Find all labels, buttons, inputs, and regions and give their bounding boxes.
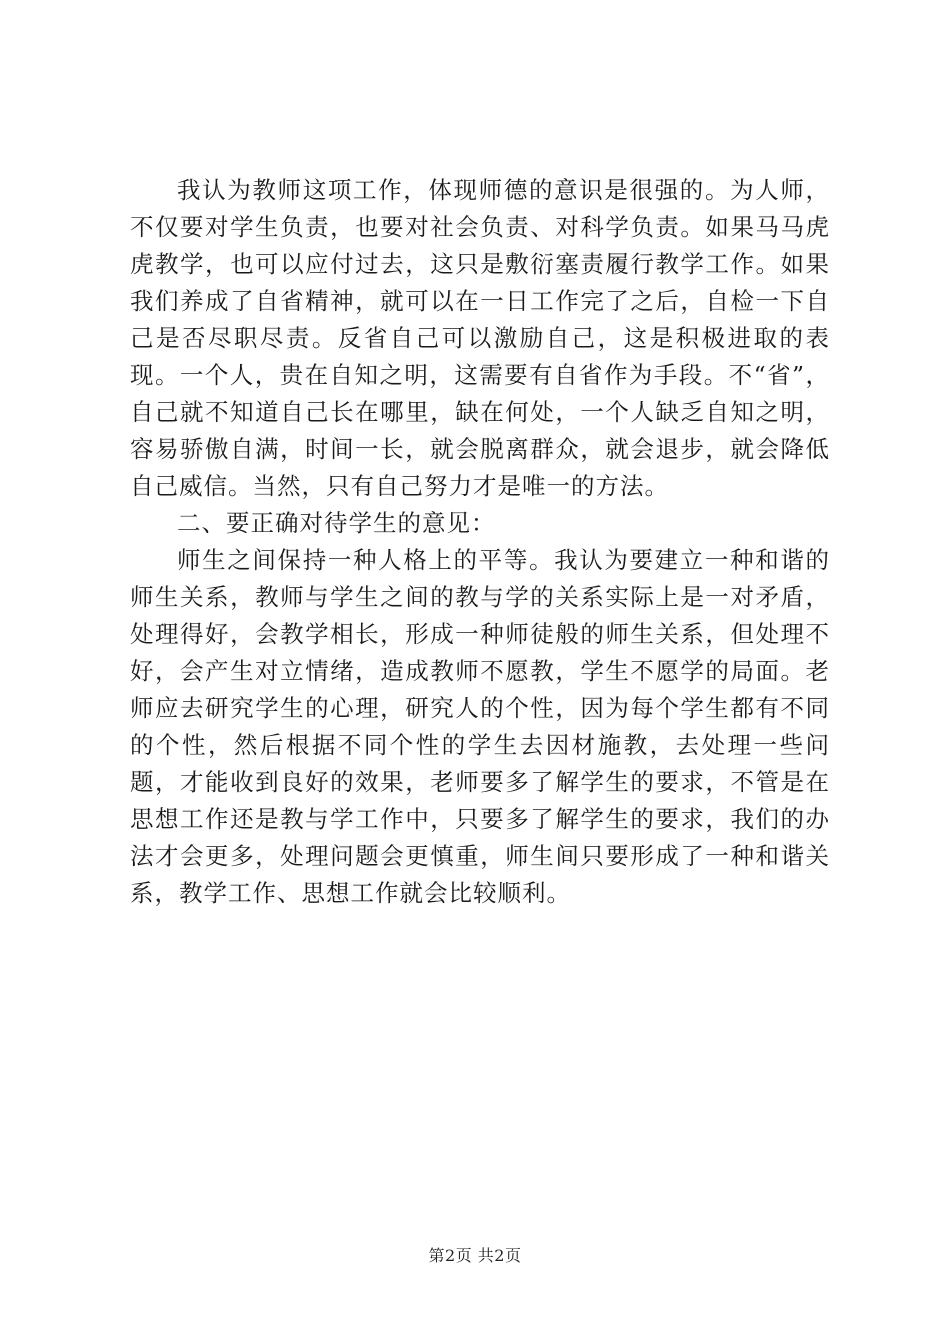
page-number-footer: 第2页 共2页	[428, 1246, 522, 1265]
document-body	[130, 172, 830, 912]
section-heading-student-opinions: 二、要正确对待学生的意见：	[177, 509, 496, 537]
paragraph-teacher-student-relations: 师生之间保持一种人格上的平等。我认为要建立一种和谐的师生关系，教师与学生之间的教与学的关系实际上是一对矛盾，处理得好，会教学相长，形成一种师徒般的师生关系，但处理不好，会产生对立情绪，造成教师不愿教，学生不愿学的局面。老师应去研究学生的心理，研究人的个性，因为每个学生都有不同的个性，然后根据不同个性的学生去因材施教，去处理一些问题，才能收到良好的效果，老师要多了解学生的要求，不管是在思想工作还是教与学工作中，只要多了解学生的要求，我们的办法才会更多，处理问题会更慎重，师生间只要形成了一种和谐关系，教学工作、思想工作就会比较顺利。	[130, 546, 830, 907]
paragraph-self-reflection: 我认为教师这项工作，体现师德的意识是很强的。为人师，不仅要对学生负责，也要对社会负责、对科学负责。如果马马虎虎教学，也可以应付过去，这只是敷衍塞责履行教学工作。如果我们养成了自省精神，就可以在一日工作完了之后，自检一下自己是否尽职尽责。反省自己可以激励自己，这是积极进取的表现。一个人，贵在自知之明，这需要有自省作为手段。不“省”，自己就不知道自己长在哪里，缺在何处，一个人缺乏自知之明，容易骄傲自满，时间一长，就会脱离群众，就会退步，就会降低自己威信。当然，只有自己努力才是唯一的方法。	[130, 176, 830, 500]
